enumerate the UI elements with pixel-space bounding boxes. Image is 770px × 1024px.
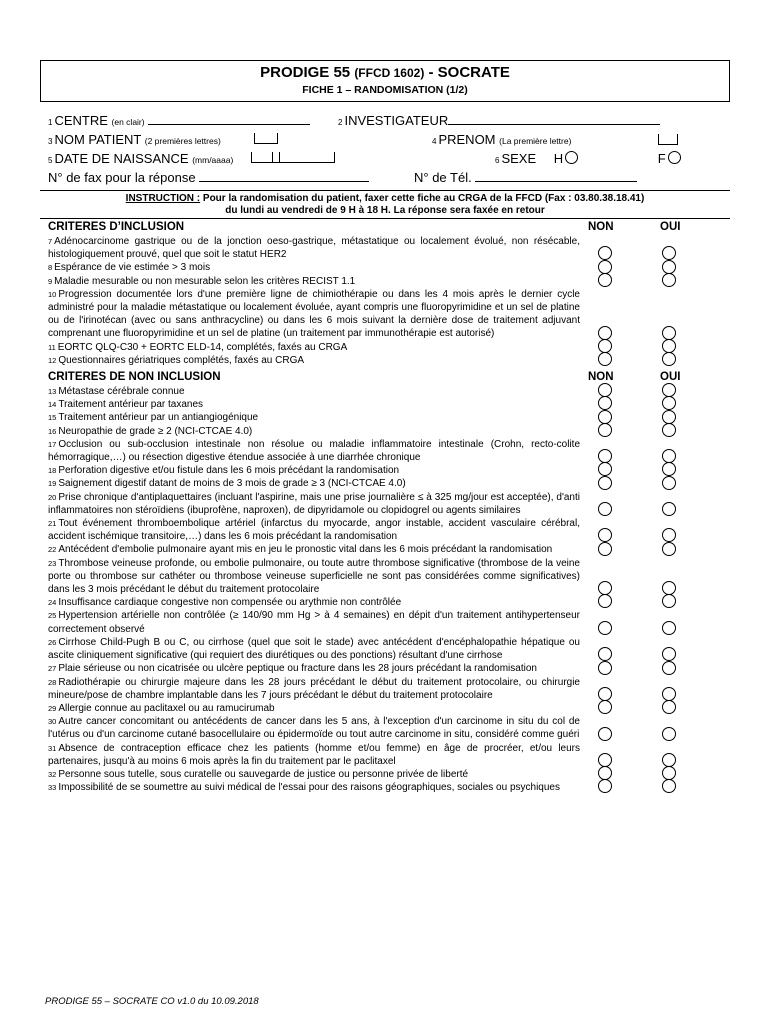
- prenom-label: PRENOM: [438, 132, 496, 147]
- non-inclusion-header: [40, 371, 730, 385]
- criterion-number: 25: [48, 611, 57, 621]
- criterion-number: 22: [48, 545, 57, 555]
- oui-radio[interactable]: [662, 423, 676, 437]
- inclusion-non-header: NON: [588, 221, 614, 233]
- non-radio[interactable]: [598, 779, 612, 793]
- criterion-text-block: [40, 411, 580, 424]
- criterion-text: Maladie mesurable ou non mesurable selon les critères RECIST 1.1: [54, 275, 356, 287]
- criterion-text-block: [40, 517, 580, 543]
- instruction-block: [40, 190, 730, 219]
- criterion-text: Autre cancer concomitant ou antécédents de cancer dans les 5 ans, à l'exception d'un carcinome in situ du col de l'utérus ou d'un carcinome cutané basocellulaire ou épidermoïde ou tout autre carcinome in situ, considéré comme guéri: [48, 716, 580, 741]
- inclusion-heading: CRITERES D’INCLUSION: [48, 221, 185, 233]
- fax-label: N° de fax pour la réponse: [48, 170, 196, 185]
- investigateur-label: INVESTIGATEUR: [344, 113, 449, 128]
- oui-radio[interactable]: [662, 542, 676, 556]
- criterion-row: [40, 425, 730, 438]
- non-inclusion-oui-header: OUI: [660, 371, 681, 384]
- criterion-text-block: [40, 676, 580, 702]
- criterion-text: Impossibilité de se soumettre au suivi médical de l'essai pour des raisons géographiques, sociales ou psychiques: [58, 782, 560, 794]
- criterion-row: [40, 596, 730, 609]
- non-radio[interactable]: [598, 661, 612, 675]
- oui-radio[interactable]: [662, 273, 676, 287]
- criterion-text: Neuropathie de grade ≥ 2 (NCI-CTCAE 4.0): [58, 425, 253, 437]
- non-radio[interactable]: [598, 462, 612, 476]
- title-box: [40, 60, 730, 102]
- oui-radio[interactable]: [662, 476, 676, 490]
- criterion-text-block: [40, 742, 580, 768]
- criterion-number: 26: [48, 637, 57, 647]
- criterion-text: Plaie sérieuse ou non cicatrisée ou ulcère peptique ou fracture dans les 28 jours précédant la randomisation: [58, 663, 537, 675]
- criterion-number: 24: [48, 598, 57, 608]
- fax-row: [48, 169, 369, 185]
- criterion-row: [40, 411, 730, 424]
- criterion-number: 21: [48, 519, 57, 529]
- criterion-number: 27: [48, 664, 57, 674]
- instruction-line-1: Pour la randomisation du patient, faxer cette fiche au CRGA de la FFCD (Fax : 03.80.38.18.41): [202, 193, 645, 204]
- criterion-number: 18: [48, 466, 57, 476]
- non-radio[interactable]: [598, 476, 612, 490]
- criterion-row: [40, 702, 730, 715]
- page-footer: PRODIGE 55 – SOCRATE CO v1.0 du 10.09.2018: [45, 996, 259, 1007]
- field-number: 1: [48, 118, 53, 127]
- oui-radio[interactable]: [662, 528, 676, 542]
- non-radio[interactable]: [598, 621, 612, 635]
- criterion-number: 17: [48, 439, 57, 449]
- criterion-text-block: [40, 235, 580, 261]
- criterion-number: 10: [48, 289, 57, 299]
- non-radio[interactable]: [598, 423, 612, 437]
- form-page: [40, 60, 730, 794]
- criterion-text: Personne sous tutelle, sous curatelle ou sauvegarde de justice ou personne privée de liberté: [58, 768, 469, 780]
- criterion-row: [40, 261, 730, 274]
- criterion-text-block: [40, 557, 580, 597]
- non-radio[interactable]: [598, 700, 612, 714]
- oui-radio[interactable]: [662, 766, 676, 780]
- oui-radio[interactable]: [662, 687, 676, 701]
- oui-radio[interactable]: [662, 339, 676, 353]
- oui-radio[interactable]: [662, 502, 676, 516]
- non-radio[interactable]: [598, 396, 612, 410]
- oui-radio[interactable]: [662, 260, 676, 274]
- criterion-text: Thrombose veineuse profonde, ou embolie pulmonaire, ou toute autre thrombose significative (thrombose de la veine porte ou thrombose sur cathéter ou thrombose veineuse superficielle ne sont pas considérées comme significatives) dans les 3 mois précédant le début du traitement protocolaire: [48, 557, 580, 596]
- criterion-text-block: [40, 438, 580, 464]
- field-number: 2: [338, 118, 343, 127]
- oui-radio[interactable]: [662, 396, 676, 410]
- nom-hint: (2 premières lettres): [144, 136, 221, 146]
- criterion-row: [40, 742, 730, 768]
- criterion-text: Espérance de vie estimée > 3 mois: [54, 262, 211, 274]
- criterion-text: Prise chronique d'antiplaquettaires (incluant l'aspirine, mais une prise journalière ≤ à 325 mg/jour est acceptée), d'anti inflammatoires non stéroïdiens (ibuprofène, naproxen), de dipyridamole ou clopidogrel ou agents similaires: [48, 491, 580, 516]
- criterion-text-block: [40, 662, 580, 675]
- criterion-text-block: [40, 425, 580, 438]
- inclusion-list: [40, 235, 730, 367]
- sexe-f-label: F: [657, 151, 666, 166]
- criterion-text: Tout événement thromboembolique artériel (infarctus du myocarde, angor instable, accident vasculaire cérébral, accident ischémique transitoire,…) dans les 6 mois précédant la randomisation: [48, 518, 580, 543]
- centre-label: CENTRE: [54, 113, 108, 128]
- criterion-number: 19: [48, 479, 57, 489]
- criterion-text: Radiothérapie ou chirurgie majeure dans les 28 jours précédant le début du traitement protocolaire, ou chirurgie mineure/pose de chambre implantable dans les 7 jours précédant le début du traitement protocolaire: [48, 676, 580, 701]
- criterion-number: 7: [48, 237, 53, 246]
- criterion-row: [40, 557, 730, 597]
- criterion-text: Absence de contraception efficace chez les patients (homme et/ou femme) en âge de procréer, et/ou leurs partenaires, jusqu'à au moins 6 mois après la fin du traitement par le paclitaxel: [48, 742, 580, 767]
- non-radio[interactable]: [598, 352, 612, 366]
- criterion-row: [40, 398, 730, 411]
- field-number: 5: [48, 156, 53, 165]
- nom-row: [48, 132, 278, 147]
- sexe-f-radio[interactable]: [668, 151, 681, 164]
- oui-radio[interactable]: [662, 779, 676, 793]
- oui-radio[interactable]: [662, 581, 676, 595]
- investigateur-field[interactable]: [448, 112, 660, 125]
- criterion-text: Perforation digestive et/ou fistule dans les 6 mois précédant la randomisation: [58, 465, 400, 477]
- field-number: 4: [432, 137, 437, 146]
- tel-label: N° de Tél.: [414, 170, 472, 185]
- identification-block: [40, 112, 730, 190]
- criterion-text-block: [40, 464, 580, 477]
- criterion-row: [40, 676, 730, 702]
- prenom-field[interactable]: [658, 134, 678, 145]
- criterion-number: 15: [48, 413, 57, 423]
- naissance-month-field[interactable]: [251, 152, 273, 163]
- prenom-hint: (La première lettre): [499, 136, 572, 146]
- criterion-number: 13: [48, 387, 57, 397]
- criterion-text-block: [40, 781, 580, 794]
- criterion-text: Questionnaires gériatriques complétés, faxés au CRGA: [58, 354, 305, 366]
- criterion-text-block: [40, 636, 580, 662]
- non-radio[interactable]: [598, 542, 612, 556]
- inclusion-header: [40, 221, 730, 235]
- criterion-number: 32: [48, 769, 57, 779]
- nom-label: NOM PATIENT: [54, 132, 142, 147]
- field-number: 6: [495, 156, 500, 165]
- oui-radio[interactable]: [662, 410, 676, 424]
- title-main: PRODIGE 55: [260, 64, 351, 81]
- criterion-number: 9: [48, 276, 53, 286]
- sexe-label: SEXE: [501, 151, 537, 166]
- criterion-row: [40, 341, 730, 354]
- non-inclusion-heading: CRITERES DE NON INCLUSION: [48, 371, 221, 384]
- non-radio[interactable]: [598, 326, 612, 340]
- criterion-text-block: [40, 768, 580, 781]
- criterion-row: [40, 385, 730, 398]
- non-radio[interactable]: [598, 727, 612, 741]
- oui-radio[interactable]: [662, 753, 676, 767]
- tel-field[interactable]: [475, 169, 637, 182]
- criterion-row: [40, 662, 730, 675]
- criterion-text-block: [40, 275, 580, 288]
- criterion-number: 31: [48, 743, 57, 753]
- criterion-row: [40, 491, 730, 517]
- criterion-row: [40, 235, 730, 261]
- criterion-text: Occlusion ou sub-occlusion intestinale non résolue ou maladie inflammatoire intestinale (Crohn, recto-colite hémorragique,…) ou résection digestive étendue associée à une diarrhée chronique: [48, 438, 580, 464]
- criterion-row: [40, 275, 730, 288]
- page-title: [41, 64, 729, 81]
- criterion-text-block: [40, 477, 580, 490]
- non-radio[interactable]: [598, 260, 612, 274]
- non-radio[interactable]: [598, 753, 612, 767]
- criterion-text: EORTC QLQ-C30 + EORTC ELD-14, complétés, faxés au CRGA: [57, 341, 348, 353]
- criterion-row: [40, 636, 730, 662]
- criterion-text-block: [40, 702, 580, 715]
- inclusion-oui-header: OUI: [660, 221, 681, 233]
- non-radio[interactable]: [598, 449, 612, 463]
- sexe-h-label: H: [553, 151, 564, 166]
- criterion-text-block: [40, 288, 580, 341]
- criterion-text: Progression documentée lors d'une première ligne de chimiothérapie ou dans les 4 mois après le dernier cycle administré pour la maladie métastatique ou localement évoluée, ayant compris une fluoropyrimidine et un sel de platine ou de l'irinotécan (avec ou sans anthracycline) ou dans les 6 mois suivant la dernière dose de traitement adjuvant comprenant une fluoropyrimidine et un sel de platine (un traitement par immunothérapie est autorisé): [48, 288, 580, 340]
- criterion-number: 14: [48, 400, 57, 410]
- criterion-number: 20: [48, 492, 57, 502]
- naissance-row: [48, 151, 335, 166]
- criterion-number: 33: [48, 783, 57, 793]
- criterion-row: [40, 715, 730, 741]
- criterion-row: [40, 781, 730, 794]
- criterion-text: Antécédent d'embolie pulmonaire ayant mis en jeu le pronostic vital dans les 6 mois précédant la randomisation: [58, 544, 553, 556]
- oui-radio[interactable]: [662, 647, 676, 661]
- criterion-number: 8: [48, 263, 53, 273]
- criterion-number: 16: [48, 426, 57, 436]
- tel-row: [414, 169, 637, 185]
- non-inclusion-list: [40, 385, 730, 794]
- oui-radio[interactable]: [662, 352, 676, 366]
- non-radio[interactable]: [598, 581, 612, 595]
- criterion-number: 11: [48, 342, 56, 352]
- prenom-row: [432, 132, 571, 147]
- criterion-row: [40, 768, 730, 781]
- oui-radio[interactable]: [662, 594, 676, 608]
- investigateur-row: [338, 112, 660, 128]
- centre-field[interactable]: [148, 112, 310, 125]
- centre-hint: (en clair): [111, 117, 145, 127]
- criterion-row: [40, 517, 730, 543]
- non-radio[interactable]: [598, 687, 612, 701]
- criterion-row: [40, 438, 730, 464]
- criterion-row: [40, 464, 730, 477]
- criterion-text-block: [40, 491, 580, 517]
- oui-radio[interactable]: [662, 246, 676, 260]
- non-radio[interactable]: [598, 766, 612, 780]
- criterion-text: Métastase cérébrale connue: [58, 386, 185, 398]
- oui-radio[interactable]: [662, 700, 676, 714]
- criterion-text: Traitement antérieur par un antiangiogénique: [58, 412, 259, 424]
- naissance-label: DATE DE NAISSANCE: [54, 151, 189, 166]
- non-radio[interactable]: [598, 528, 612, 542]
- criterion-text-block: [40, 341, 580, 354]
- non-radio[interactable]: [598, 339, 612, 353]
- criterion-text: Traitement antérieur par taxanes: [58, 399, 204, 411]
- non-radio[interactable]: [598, 383, 612, 397]
- criterion-row: [40, 288, 730, 341]
- non-radio[interactable]: [598, 647, 612, 661]
- page-subtitle: FICHE 1 – RANDOMISATION (1/2): [302, 84, 468, 96]
- criterion-number: 29: [48, 703, 57, 713]
- criterion-text-block: [40, 398, 580, 411]
- naissance-year-field[interactable]: [279, 152, 335, 163]
- criterion-text: Insuffisance cardiaque congestive non compensée ou arythmie non contrôlée: [58, 597, 402, 609]
- criterion-text: Cirrhose Child-Pugh B ou C, ou cirrhose (quel que soit le stade) avec antécédent d'encéphalopathie hépatique ou ascite cliniquement significative (qui requiert des diurétiques ou des ponctions) résultant d'une cirrhose: [48, 636, 580, 662]
- nom-field[interactable]: [254, 133, 278, 144]
- oui-radio[interactable]: [662, 727, 676, 741]
- oui-radio[interactable]: [662, 462, 676, 476]
- criterion-row: [40, 354, 730, 367]
- criterion-number: 28: [48, 677, 57, 687]
- criterion-text-block: [40, 596, 580, 609]
- oui-radio[interactable]: [662, 621, 676, 635]
- instruction-line-2: du lundi au vendredi de 9 H à 18 H. La réponse sera faxée en retour: [225, 205, 545, 216]
- criterion-text: Hypertension artérielle non contrôlée (≥ 140/90 mm Hg > à 4 semaines) en dépit d'un traitement antihypertenseur correctement observé: [48, 610, 580, 635]
- criterion-row: [40, 477, 730, 490]
- instruction-label: INSTRUCTION :: [125, 193, 201, 204]
- oui-radio[interactable]: [662, 449, 676, 463]
- criterion-number: 12: [48, 355, 57, 365]
- non-radio[interactable]: [598, 273, 612, 287]
- oui-radio[interactable]: [662, 383, 676, 397]
- non-radio[interactable]: [598, 502, 612, 516]
- criterion-text-block: [40, 385, 580, 398]
- non-radio[interactable]: [598, 246, 612, 260]
- sexe-row: [495, 151, 681, 166]
- title-code: (FFCD 1602): [354, 66, 425, 80]
- fax-field[interactable]: [199, 169, 369, 182]
- centre-row: [48, 112, 310, 128]
- criterion-text-block: [40, 261, 580, 274]
- sexe-h-radio[interactable]: [565, 151, 578, 164]
- criterion-row: [40, 543, 730, 556]
- criterion-text-block: [40, 609, 580, 635]
- criterion-text: Allergie connue au paclitaxel ou au ramucirumab: [58, 702, 275, 714]
- criterion-text-block: [40, 543, 580, 556]
- oui-radio[interactable]: [662, 326, 676, 340]
- field-number: 3: [48, 137, 53, 146]
- non-radio[interactable]: [598, 410, 612, 424]
- criterion-text: Adénocarcinome gastrique ou de la jonction oeso-gastrique, métastatique ou localement évolué, non résécable, histologiquement prouvé, quel que soit le statut HER2: [48, 236, 580, 261]
- non-inclusion-non-header: NON: [588, 371, 614, 384]
- oui-radio[interactable]: [662, 661, 676, 675]
- criterion-number: 23: [48, 558, 57, 568]
- criterion-text-block: [40, 354, 580, 367]
- criterion-row: [40, 609, 730, 635]
- criterion-text: Saignement digestif datant de moins de 3 mois de grade ≥ 3 (NCI-CTCAE 4.0): [58, 478, 406, 490]
- naissance-hint: (mm/aaaa): [192, 155, 234, 165]
- criterion-number: 30: [48, 717, 57, 727]
- criterion-text-block: [40, 715, 580, 741]
- non-radio[interactable]: [598, 594, 612, 608]
- title-suffix: - SOCRATE: [428, 64, 510, 81]
